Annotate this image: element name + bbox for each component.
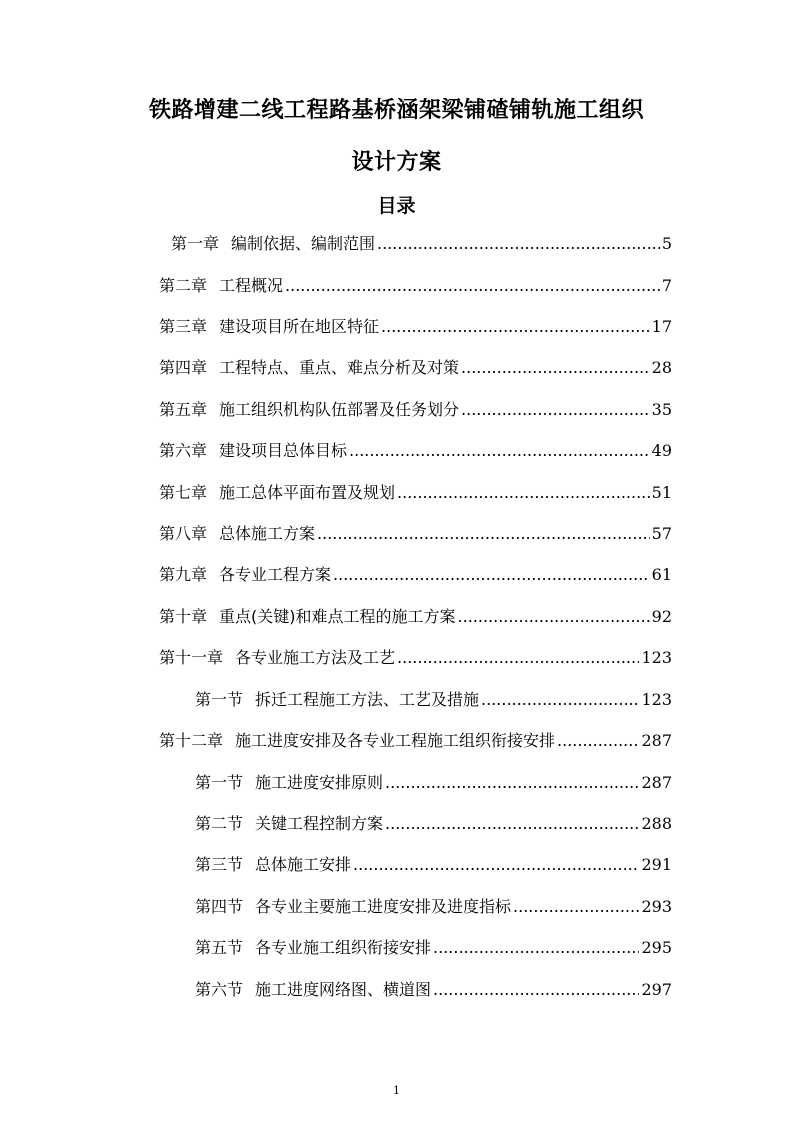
toc-entry[interactable] [159,606,672,628]
toc-entry-number: 第三节 [195,855,244,874]
toc-entry-number: 第五章 [159,400,208,419]
toc-entry-number: 第五节 [195,938,244,957]
toc-entry-number: 第二章 [159,276,208,295]
toc-leader-dots [513,896,639,918]
toc-leader-dots [353,854,639,876]
toc-entry-number: 第六章 [159,441,208,460]
toc-heading: 目录 [377,195,416,217]
toc-entry-title: 各专业主要施工进度安排及进度指标 [255,897,512,916]
toc-leader-dots [557,730,639,752]
toc-entry-number: 第一节 [195,773,244,792]
toc-entry-title: 工程特点、重点、难点分析及对策 [219,358,460,377]
toc-leader-dots [397,647,639,669]
toc-entry-number: 第一章 [171,234,220,253]
toc-entry-title: 施工总体平面布置及规划 [219,483,396,502]
toc-entry-number: 第七章 [159,483,208,502]
toc-leader-dots [481,689,639,711]
toc-entry[interactable] [195,689,672,711]
toc-entry[interactable] [159,316,672,338]
toc-entry[interactable] [195,772,672,794]
toc-entry[interactable] [159,357,672,379]
toc-entry-number: 第九章 [159,565,208,584]
toc-entry[interactable] [159,647,672,669]
toc-leader-dots [461,357,650,379]
toc-entry[interactable] [195,854,672,876]
toc-entry-number: 第四章 [159,358,208,377]
toc-entry-title: 施工进度网络图、横道图 [255,980,432,999]
toc-entry[interactable] [159,275,672,297]
toc-entry-number: 第十章 [159,607,208,626]
toc-entry[interactable] [159,399,672,421]
toc-entry-title: 各专业施工组织衔接安排 [255,938,432,957]
toc-entry-page: 28 [651,358,672,377]
toc-leader-dots [333,564,650,586]
toc-leader-dots [317,523,650,545]
toc-entry[interactable] [159,730,672,752]
toc-entry-page: 295 [641,938,672,957]
toc-entry-title: 总体施工方案 [219,524,316,543]
toc-entry-title: 建设项目所在地区特征 [219,317,380,336]
toc-entry-title: 施工组织机构队伍部署及任务划分 [219,400,460,419]
toc-entry-number: 第八章 [159,524,208,543]
toc-entry[interactable] [159,523,672,545]
toc-entry-title: 重点(关键)和难点工程的施工方案 [219,607,456,626]
document-title-line-1: 铁路增建二线工程路基桥涵架梁铺碴铺轨施工组织 [148,98,644,123]
toc-entry-page: 293 [641,897,672,916]
toc-entry-number: 第二节 [195,814,244,833]
toc-entry-title: 各专业工程方案 [219,565,332,584]
toc-entry-page: 35 [651,400,672,419]
toc-entry-title: 施工进度安排及各专业工程施工组织衔接安排 [235,731,556,750]
toc-leader-dots [397,482,650,504]
toc-entry[interactable] [159,564,672,586]
toc-entry-number: 第十二章 [159,731,224,750]
toc-entry-page: 291 [641,855,672,874]
toc-entry[interactable] [195,937,672,959]
toc-leader-dots [433,979,639,1001]
toc-leader-dots [377,233,660,255]
toc-entry-page: 17 [651,317,672,336]
toc-entry-title: 施工进度安排原则 [255,773,384,792]
toc-entry-page: 123 [641,690,672,709]
page-number: 1 [393,1084,400,1097]
toc-leader-dots [461,399,650,421]
toc-entry-number: 第六节 [195,980,244,999]
toc-entry-page: 288 [641,814,672,833]
toc-entry-page: 49 [651,441,672,460]
toc-leader-dots [458,606,650,628]
toc-leader-dots [433,937,639,959]
toc-entry-page: 57 [651,524,672,543]
toc-entry-page: 287 [641,773,672,792]
toc-entry-number: 第一节 [195,690,244,709]
toc-entry-title: 关键工程控制方案 [255,814,384,833]
toc-leader-dots [385,813,639,835]
toc-entry-number: 第三章 [159,317,208,336]
toc-entry-title: 工程概况 [219,276,284,295]
toc-entry-number: 第四节 [195,897,244,916]
toc-leader-dots [285,275,660,297]
toc-entry-title: 各专业施工方法及工艺 [235,648,396,667]
toc-entry[interactable] [195,896,672,918]
toc-leader-dots [349,440,650,462]
toc-entry-page: 123 [641,648,672,667]
toc-entry-page: 287 [641,731,672,750]
document-title-line-2: 设计方案 [351,150,442,175]
toc-entry[interactable] [195,813,672,835]
toc-entry-page: 92 [651,607,672,626]
toc-entry-page: 5 [661,234,672,253]
toc-leader-dots [385,772,639,794]
toc-entry-title: 总体施工安排 [255,855,352,874]
toc-entry[interactable] [171,233,672,255]
toc-entry-title: 编制依据、编制范围 [231,234,376,253]
toc-entry-page: 61 [651,565,672,584]
toc-entry[interactable] [195,979,672,1001]
toc-entry-page: 297 [641,980,672,999]
toc-entry[interactable] [159,482,672,504]
toc-entry-page: 7 [661,276,672,295]
toc-entry-number: 第十一章 [159,648,224,667]
toc-entry-page: 51 [651,483,672,502]
toc-leader-dots [381,316,650,338]
toc-entry-title: 建设项目总体目标 [219,441,348,460]
toc-entry-title: 拆迁工程施工方法、工艺及措施 [255,690,480,709]
toc-entry[interactable] [159,440,672,462]
